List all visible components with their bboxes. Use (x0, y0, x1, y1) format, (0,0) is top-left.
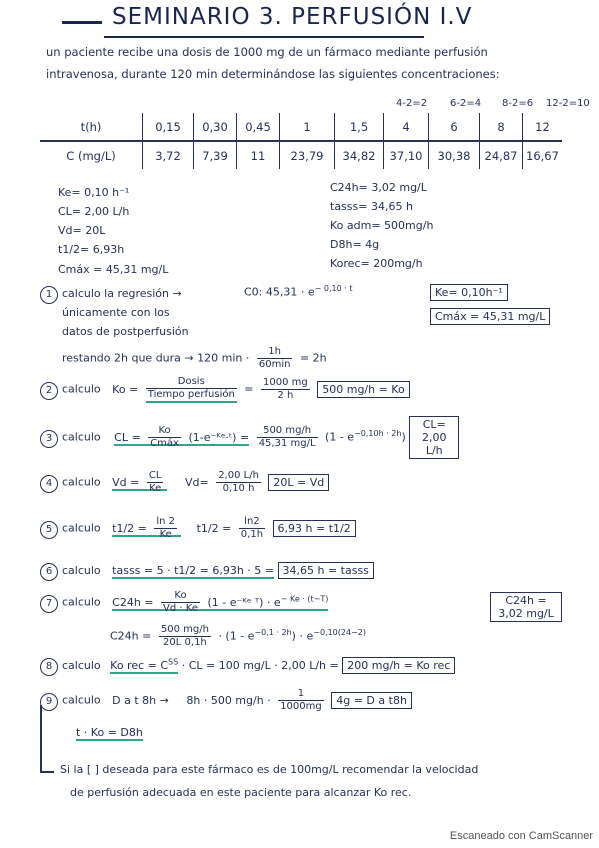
formula-lhs: Vd = (112, 475, 140, 489)
conclusion-line-2: de perfusión adecuada en este paciente para alcanzar Ko rec. (70, 786, 412, 799)
step-label: calculo (62, 693, 101, 707)
step-6 (40, 562, 374, 581)
result-box: CL= 2,00 L/h (409, 416, 459, 459)
param-c24h: C24h= 3,02 mg/L (330, 181, 427, 194)
formula (112, 590, 329, 614)
table-cell: 8 (480, 113, 523, 141)
table-row (40, 113, 562, 141)
step-text: calculo la regresión → (62, 287, 182, 300)
step-number: 6 (40, 563, 58, 581)
title-underline (104, 36, 424, 38)
table-cell: 11 (237, 141, 280, 169)
row-label: t(h) (40, 113, 143, 141)
numerator: 1000 mg (263, 377, 308, 388)
table-cell: 0,15 (143, 113, 194, 141)
denominator: Tiempo perfusión (147, 389, 235, 400)
step-1-line-1 (40, 286, 182, 304)
bracket-line (40, 705, 42, 771)
scanner-watermark: Escaneado con CamScanner (449, 830, 593, 842)
table-cell: 7,39 (194, 141, 237, 169)
table-cell: 24,87 (480, 141, 523, 169)
step-label: calculo (62, 595, 101, 609)
formula-lhs: Ko rec = C (110, 659, 169, 672)
param-korec: Korec= 200mg/h (330, 257, 423, 270)
equals: = (244, 382, 254, 396)
table-cell: 23,79 (280, 141, 335, 169)
formula: tasss = 5 · t1/2 = 6,93h · 5 = (112, 564, 274, 577)
table-cell: 16,67 (523, 141, 562, 169)
step-label: calculo (62, 430, 101, 444)
calc-header: 6-2=4 (450, 98, 482, 109)
step-8 (40, 657, 455, 676)
fraction (278, 688, 324, 713)
denominator: 2 h (277, 390, 294, 401)
formula-lhs: C24h = (110, 629, 152, 643)
fraction (257, 425, 318, 450)
calc-header: 8-2=6 (502, 98, 534, 109)
step-5 (40, 516, 356, 541)
denominator: 0,1h (240, 529, 264, 540)
table-cell: 37,10 (384, 141, 429, 169)
formula-mid: 8h · 500 mg/h · (186, 693, 271, 707)
result-box: 200 mg/h = Ko rec (342, 657, 455, 674)
step-1-box-ke (430, 284, 508, 301)
fraction (146, 376, 237, 403)
param-vd: Vd= 20L (58, 224, 106, 237)
fraction (159, 624, 211, 649)
result-box: Cmáx = 45,31 mg/L (430, 308, 550, 325)
step-7-box (490, 592, 562, 622)
numerator: 500 mg/h (257, 425, 318, 438)
step-7-line-2 (110, 624, 366, 649)
fraction (257, 346, 293, 371)
denominator: Ke (159, 529, 172, 540)
table-cell: 4 (384, 113, 429, 141)
regression-eq: C0: 45,31 · e (244, 285, 315, 299)
param-d8h: D8h= 4g (330, 238, 380, 251)
step-1-line-4 (62, 346, 327, 371)
formula (110, 659, 178, 674)
table-cell: 34,82 (335, 141, 384, 169)
step-2 (40, 376, 410, 403)
denominator: 45,31 mg/L (258, 438, 316, 449)
formula-tail: (1 - e (325, 430, 355, 444)
result-box: 500 mg/h = Ko (317, 381, 409, 398)
concentration-table (40, 113, 562, 169)
formula-lhs: Ko = (112, 382, 139, 396)
fraction (239, 516, 265, 541)
numerator: ln2 (239, 516, 265, 529)
table-row (40, 141, 562, 169)
table-cell: 0,45 (237, 113, 280, 141)
step-label: calculo (62, 659, 101, 672)
result-box: Ke= 0,10h⁻¹ (430, 284, 508, 301)
step-number: 1 (40, 286, 58, 304)
param-tasss: tasss= 34,65 h (330, 200, 413, 213)
step-label: calculo (62, 564, 101, 577)
step-label: calculo (62, 475, 101, 489)
fraction (147, 470, 164, 495)
numerator: 500 mg/h (160, 624, 209, 635)
step-1-line-2: únicamente con los (62, 306, 170, 319)
fraction (148, 425, 181, 450)
formula (114, 425, 250, 449)
formula (112, 470, 167, 494)
table-cell: 3,72 (143, 141, 194, 169)
exponent: − Ke · (t−T) (280, 593, 329, 603)
conclusion-line-1: Si la [ ] deseada para este fármaco es de 100mg/L recomendar la velocidad (60, 763, 479, 776)
exponent: −0,1 · 2h (254, 627, 292, 637)
fraction (161, 590, 200, 615)
row-label: C (mg/L) (66, 148, 116, 163)
numerator: Dosis (146, 376, 237, 389)
intro-line-1: un paciente recibe una dosis de 1000 mg de un fármaco mediante perfusión (46, 45, 488, 59)
formula-mid: t1/2 = (196, 521, 232, 535)
step-number: 2 (40, 382, 58, 400)
denominator: 1000mg (280, 701, 322, 712)
denominator: Ke (149, 483, 162, 494)
step-4 (40, 470, 329, 495)
denominator: Vd · Ke (163, 603, 198, 614)
step-number: 3 (40, 430, 58, 448)
page-title: SEMINARIO 3. PERFUSIÓN I.V (112, 4, 473, 30)
param-ke: Ke= 0,10 h⁻¹ (58, 186, 130, 199)
formula-mid: Vd= (184, 475, 209, 489)
bracket-arrow (40, 771, 54, 773)
formula-mid: · (1 - e (218, 629, 255, 643)
exponent: −0,10h · 2h (354, 428, 402, 438)
denominator: 20L 0,1h (163, 637, 207, 648)
superscript: SS (168, 657, 179, 667)
result-box: 4g = D a t8h (331, 692, 412, 709)
step-1-line-3: datos de postperfusión (62, 325, 189, 338)
numerator: CL (148, 470, 162, 481)
table-cell: 12 (523, 113, 562, 141)
param-ko-adm: Ko adm= 500mg/h (330, 219, 434, 232)
numerator: 1 (278, 688, 324, 701)
numerator: 1h (257, 346, 293, 359)
result-box: C24h = 3,02 mg/L (490, 592, 562, 622)
step-number: 4 (40, 475, 58, 493)
step-text: restando 2h que dura → 120 min · (62, 351, 250, 365)
step-7-line-1 (40, 590, 328, 615)
step-number: 7 (40, 595, 58, 613)
denominator: 0,10 h (222, 483, 255, 494)
fraction (216, 470, 261, 495)
formula-mid: (1 - e⁻ᴷᵉ ᵀ) · e (207, 595, 281, 609)
denominator: Cmáx (150, 438, 179, 449)
step-number: 9 (40, 693, 58, 711)
step-result: = 2h (299, 351, 327, 365)
formula-lhs: CL = (114, 430, 141, 444)
param-cl: CL= 2,00 L/h (58, 205, 130, 218)
calc-header: 4-2=2 (396, 98, 428, 109)
exponent: −0,10(24−2) (313, 627, 366, 637)
param-t-half: t1/2= 6,93h (58, 243, 125, 256)
step-label: calculo (62, 521, 101, 535)
step-label: calculo (62, 382, 101, 396)
denominator: 60min (258, 359, 291, 370)
table-cell: 0,30 (194, 113, 237, 141)
formula-tail: ) (401, 430, 406, 444)
intro-line-2: intravenosa, durante 120 min determinándose las siguientes concentraciones: (46, 67, 500, 81)
numerator: Ko (161, 590, 200, 603)
table-cell: 6 (429, 113, 480, 141)
step-number: 8 (40, 658, 58, 676)
result-box: 34,65 h = tasss (278, 562, 374, 579)
param-cmax: Cmáx = 45,31 mg/L (58, 263, 169, 276)
table-cell: 30,38 (429, 141, 480, 169)
calc-header: 12-2=10 (546, 98, 590, 109)
formula-rest: · CL = 100 mg/L · 2,00 L/h = (181, 659, 339, 672)
fraction (261, 377, 310, 402)
title-dash (62, 21, 102, 24)
formula-lhs: D a t 8h → (112, 693, 169, 707)
table-cell: 1,5 (335, 113, 384, 141)
fraction (154, 516, 177, 541)
step-3 (40, 416, 459, 459)
step-9-sub: t · Ko = D8h (76, 726, 143, 739)
formula-lhs: C24h = (112, 595, 154, 609)
step-1-equation (244, 284, 352, 299)
table-cell: 1 (280, 113, 335, 141)
numerator: ln 2 (156, 516, 176, 527)
numerator: 2,00 L/h (218, 470, 259, 481)
formula-mid: (1-e⁻ᴷᵉ·ᵗ) = (188, 430, 250, 444)
step-number: 5 (40, 521, 58, 539)
formula-mid: ) · e (291, 629, 314, 643)
result-box: 6,93 h = t1/2 (273, 520, 356, 537)
result-box: 20L = Vd (268, 474, 329, 491)
formula (112, 516, 181, 540)
regression-exp: − 0,10 · t (314, 284, 353, 293)
formula-lhs: t1/2 = (112, 521, 147, 535)
step-9 (40, 688, 412, 713)
step-1-box-cmax (430, 308, 550, 325)
numerator: Ko (148, 425, 181, 438)
